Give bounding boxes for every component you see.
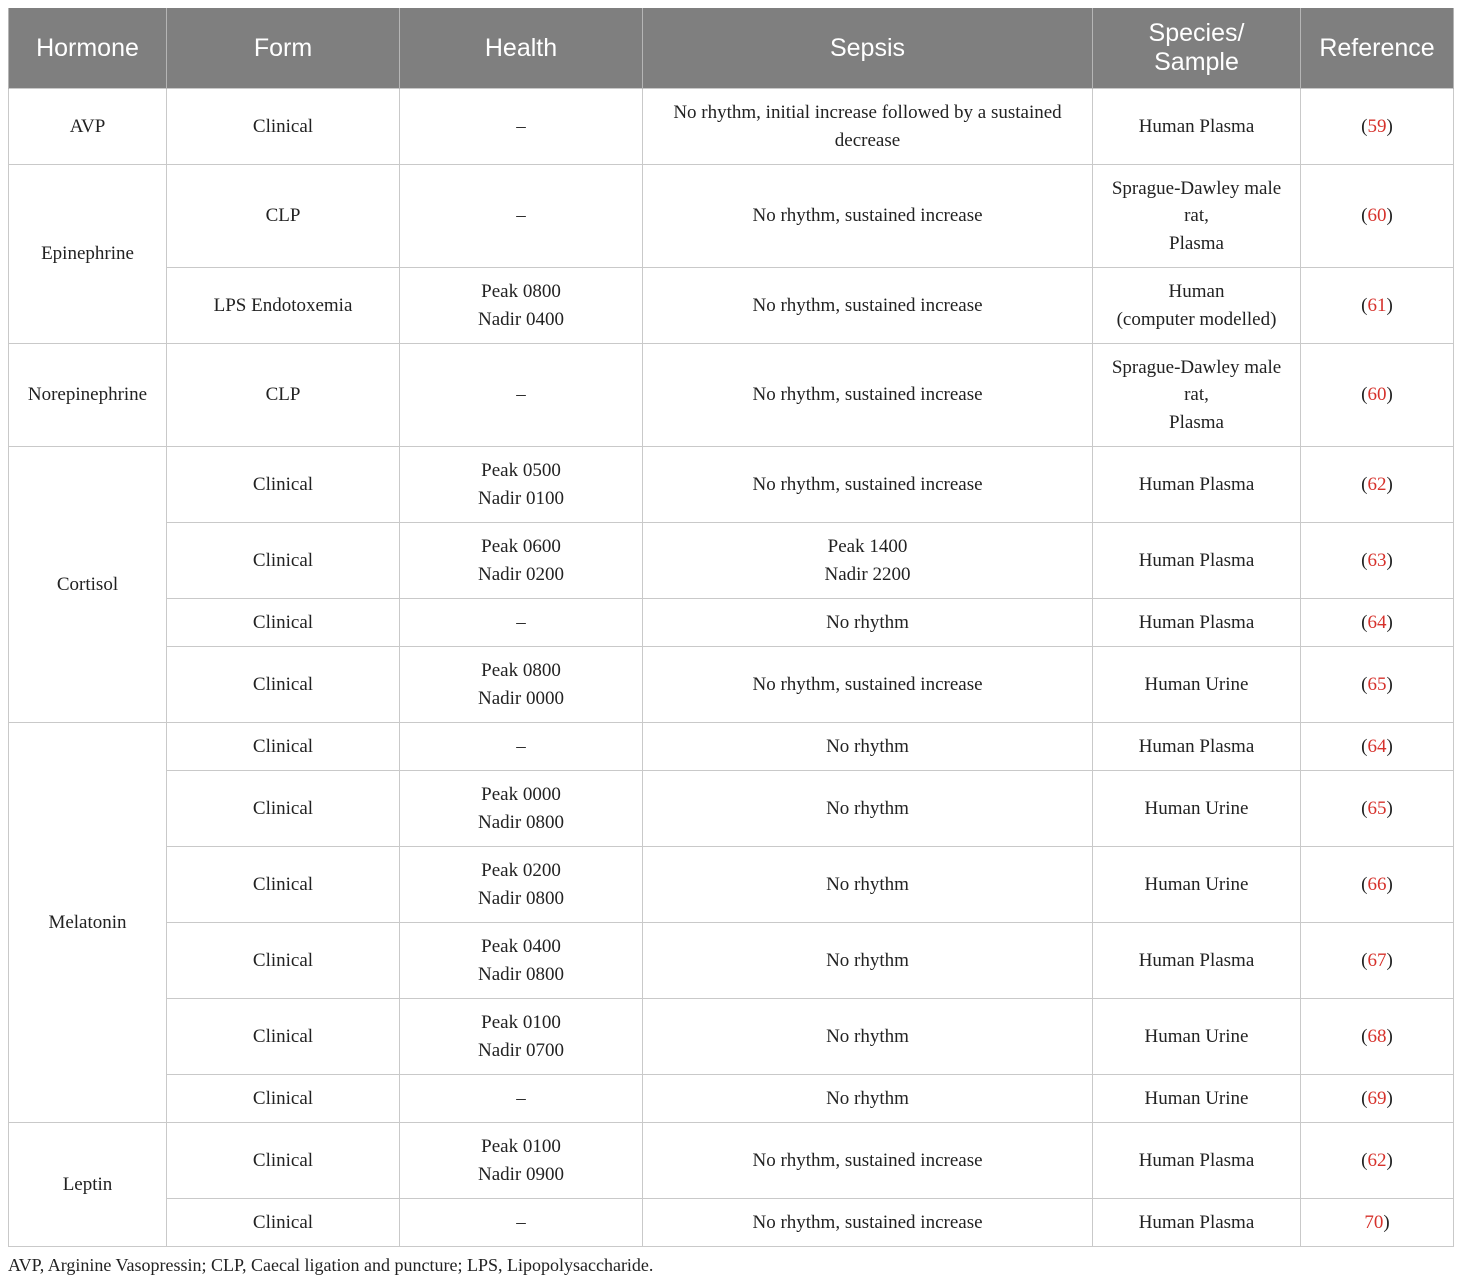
reference-link[interactable]: 69 (1367, 1087, 1387, 1109)
table-row (9, 268, 1454, 344)
table-footnote: AVP, Arginine Vasopressin; CLP, Caecal ligation and puncture; LPS, Lipopolysaccharide. (8, 1255, 654, 1275)
reference-link[interactable]: 65 (1367, 673, 1387, 695)
hormone-rhythm-table (8, 8, 1454, 1247)
species-sample-cell: Human Plasma (1093, 523, 1301, 599)
reference-link[interactable]: 60 (1367, 384, 1387, 406)
reference-close-paren: ) (1383, 1211, 1390, 1233)
health-cell: – (400, 344, 643, 447)
species-sample-cell: Human Plasma (1093, 723, 1301, 771)
sepsis-cell: No rhythm, sustained increase (643, 1199, 1093, 1247)
reference-close-paren: ) (1386, 294, 1393, 316)
header-reference: Reference (1301, 8, 1454, 89)
reference-link[interactable]: 63 (1367, 549, 1387, 571)
sepsis-cell: No rhythm (643, 1075, 1093, 1123)
health-cell: Peak 0600 Nadir 0200 (400, 523, 643, 599)
sepsis-cell: No rhythm (643, 923, 1093, 999)
species-sample-cell: Human (computer modelled) (1093, 268, 1301, 344)
reference-cell (1301, 771, 1454, 847)
header-sepsis: Sepsis (643, 8, 1093, 89)
health-cell: – (400, 89, 643, 165)
species-sample-cell: Human Plasma (1093, 1123, 1301, 1199)
reference-link[interactable]: 67 (1367, 949, 1387, 971)
table-row (9, 89, 1454, 165)
form-cell: Clinical (167, 89, 400, 165)
form-cell: Clinical (167, 999, 400, 1075)
reference-cell (1301, 847, 1454, 923)
table-row (9, 923, 1454, 999)
reference-open-paren: ( (1361, 473, 1368, 495)
reference-close-paren: ) (1386, 549, 1393, 571)
header-hormone: Hormone (9, 8, 167, 89)
reference-cell (1301, 523, 1454, 599)
reference-close-paren: ) (1386, 1149, 1393, 1171)
reference-close-paren: ) (1386, 205, 1393, 227)
health-cell: Peak 0100 Nadir 0700 (400, 999, 643, 1075)
table-row (9, 1199, 1454, 1247)
table-row (9, 165, 1454, 268)
reference-link[interactable]: 68 (1367, 1025, 1387, 1047)
reference-link[interactable]: 64 (1367, 735, 1387, 757)
species-sample-cell: Human Plasma (1093, 599, 1301, 647)
health-cell: – (400, 165, 643, 268)
health-cell: Peak 0000 Nadir 0800 (400, 771, 643, 847)
hormone-cell: Norepinephrine (9, 344, 167, 447)
reference-open-paren: ( (1361, 115, 1368, 137)
health-cell: Peak 0100 Nadir 0900 (400, 1123, 643, 1199)
health-cell: Peak 0800 Nadir 0400 (400, 268, 643, 344)
reference-open-paren: ( (1361, 384, 1368, 406)
reference-cell (1301, 1199, 1454, 1247)
form-cell: CLP (167, 344, 400, 447)
sepsis-cell: No rhythm, sustained increase (643, 1123, 1093, 1199)
reference-cell (1301, 165, 1454, 268)
species-sample-cell: Human Plasma (1093, 1199, 1301, 1247)
reference-close-paren: ) (1386, 949, 1393, 971)
form-cell: Clinical (167, 1075, 400, 1123)
reference-link[interactable]: 62 (1367, 473, 1387, 495)
reference-close-paren: ) (1386, 1025, 1393, 1047)
reference-link[interactable]: 61 (1367, 294, 1387, 316)
reference-open-paren: ( (1361, 1087, 1368, 1109)
form-cell: Clinical (167, 647, 400, 723)
header-row (9, 8, 1454, 89)
header-form: Form (167, 8, 400, 89)
reference-link[interactable]: 64 (1367, 611, 1387, 633)
table-row (9, 999, 1454, 1075)
table-row (9, 1123, 1454, 1199)
reference-open-paren: ( (1361, 294, 1368, 316)
reference-close-paren: ) (1386, 473, 1393, 495)
form-cell: Clinical (167, 723, 400, 771)
health-cell: – (400, 1199, 643, 1247)
health-cell: – (400, 599, 643, 647)
reference-link[interactable]: 60 (1367, 205, 1387, 227)
table-row (9, 523, 1454, 599)
species-sample-cell: Human Plasma (1093, 89, 1301, 165)
reference-open-paren: ( (1361, 205, 1368, 227)
reference-close-paren: ) (1386, 115, 1393, 137)
table-body (9, 89, 1454, 1247)
sepsis-cell: No rhythm (643, 847, 1093, 923)
reference-close-paren: ) (1386, 611, 1393, 633)
reference-cell (1301, 89, 1454, 165)
health-cell: Peak 0800 Nadir 0000 (400, 647, 643, 723)
reference-cell (1301, 599, 1454, 647)
health-cell: – (400, 723, 643, 771)
reference-close-paren: ) (1386, 797, 1393, 819)
reference-cell (1301, 999, 1454, 1075)
form-cell: CLP (167, 165, 400, 268)
health-cell: – (400, 1075, 643, 1123)
reference-cell (1301, 268, 1454, 344)
health-cell: Peak 0500 Nadir 0100 (400, 447, 643, 523)
species-sample-cell: Human Urine (1093, 647, 1301, 723)
sepsis-cell: No rhythm, sustained increase (643, 647, 1093, 723)
form-cell: Clinical (167, 1123, 400, 1199)
reference-cell (1301, 447, 1454, 523)
reference-open-paren: ( (1361, 673, 1368, 695)
form-cell: Clinical (167, 599, 400, 647)
table-row (9, 344, 1454, 447)
species-sample-cell: Human Urine (1093, 847, 1301, 923)
reference-close-paren: ) (1386, 873, 1393, 895)
health-cell: Peak 0200 Nadir 0800 (400, 847, 643, 923)
table-row (9, 771, 1454, 847)
sepsis-cell: No rhythm (643, 599, 1093, 647)
reference-open-paren: ( (1361, 611, 1368, 633)
table-row (9, 847, 1454, 923)
reference-cell (1301, 1075, 1454, 1123)
species-sample-cell: Human Urine (1093, 771, 1301, 847)
reference-close-paren: ) (1386, 735, 1393, 757)
reference-cell (1301, 344, 1454, 447)
table-row (9, 647, 1454, 723)
reference-open-paren: ( (1361, 1149, 1368, 1171)
reference-open-paren: ( (1361, 1025, 1368, 1047)
reference-open-paren: ( (1361, 949, 1368, 971)
reference-open-paren: ( (1361, 797, 1368, 819)
sepsis-cell: No rhythm (643, 771, 1093, 847)
form-cell: Clinical (167, 523, 400, 599)
reference-open-paren: ( (1361, 735, 1368, 757)
reference-link[interactable]: 70 (1364, 1211, 1384, 1233)
form-cell: Clinical (167, 847, 400, 923)
species-sample-cell: Human Plasma (1093, 447, 1301, 523)
reference-link[interactable]: 62 (1367, 1149, 1387, 1171)
reference-close-paren: ) (1386, 384, 1393, 406)
reference-link[interactable]: 65 (1367, 797, 1387, 819)
sepsis-cell: Peak 1400 Nadir 2200 (643, 523, 1093, 599)
health-cell: Peak 0400 Nadir 0800 (400, 923, 643, 999)
reference-cell (1301, 647, 1454, 723)
reference-open-paren: ( (1361, 873, 1368, 895)
hormone-cell: Leptin (9, 1123, 167, 1247)
sepsis-cell: No rhythm, sustained increase (643, 165, 1093, 268)
sepsis-cell: No rhythm (643, 999, 1093, 1075)
table-row (9, 447, 1454, 523)
sepsis-cell: No rhythm (643, 723, 1093, 771)
form-cell: Clinical (167, 447, 400, 523)
form-cell: Clinical (167, 923, 400, 999)
form-cell: Clinical (167, 1199, 400, 1247)
table-container (8, 8, 1453, 1247)
form-cell: Clinical (167, 771, 400, 847)
sepsis-cell: No rhythm, sustained increase (643, 344, 1093, 447)
reference-close-paren: ) (1386, 673, 1393, 695)
sepsis-cell: No rhythm, initial increase followed by a sustained decrease (643, 89, 1093, 165)
form-cell: LPS Endotoxemia (167, 268, 400, 344)
reference-link[interactable]: 59 (1367, 115, 1387, 137)
header-species-sample: Species/ Sample (1093, 8, 1301, 89)
reference-close-paren: ) (1386, 1087, 1393, 1109)
reference-cell (1301, 723, 1454, 771)
species-sample-cell: Human Urine (1093, 999, 1301, 1075)
hormone-cell: Melatonin (9, 723, 167, 1123)
hormone-cell: AVP (9, 89, 167, 165)
hormone-cell: Cortisol (9, 447, 167, 723)
table-row (9, 1075, 1454, 1123)
species-sample-cell: Sprague-Dawley male rat, Plasma (1093, 344, 1301, 447)
reference-cell (1301, 1123, 1454, 1199)
header-health: Health (400, 8, 643, 89)
species-sample-cell: Human Urine (1093, 1075, 1301, 1123)
reference-link[interactable]: 66 (1367, 873, 1387, 895)
reference-cell (1301, 923, 1454, 999)
sepsis-cell: No rhythm, sustained increase (643, 268, 1093, 344)
sepsis-cell: No rhythm, sustained increase (643, 447, 1093, 523)
table-row (9, 599, 1454, 647)
reference-open-paren: ( (1361, 549, 1368, 571)
species-sample-cell: Human Plasma (1093, 923, 1301, 999)
species-sample-cell: Sprague-Dawley male rat, Plasma (1093, 165, 1301, 268)
table-row (9, 723, 1454, 771)
hormone-cell: Epinephrine (9, 165, 167, 344)
